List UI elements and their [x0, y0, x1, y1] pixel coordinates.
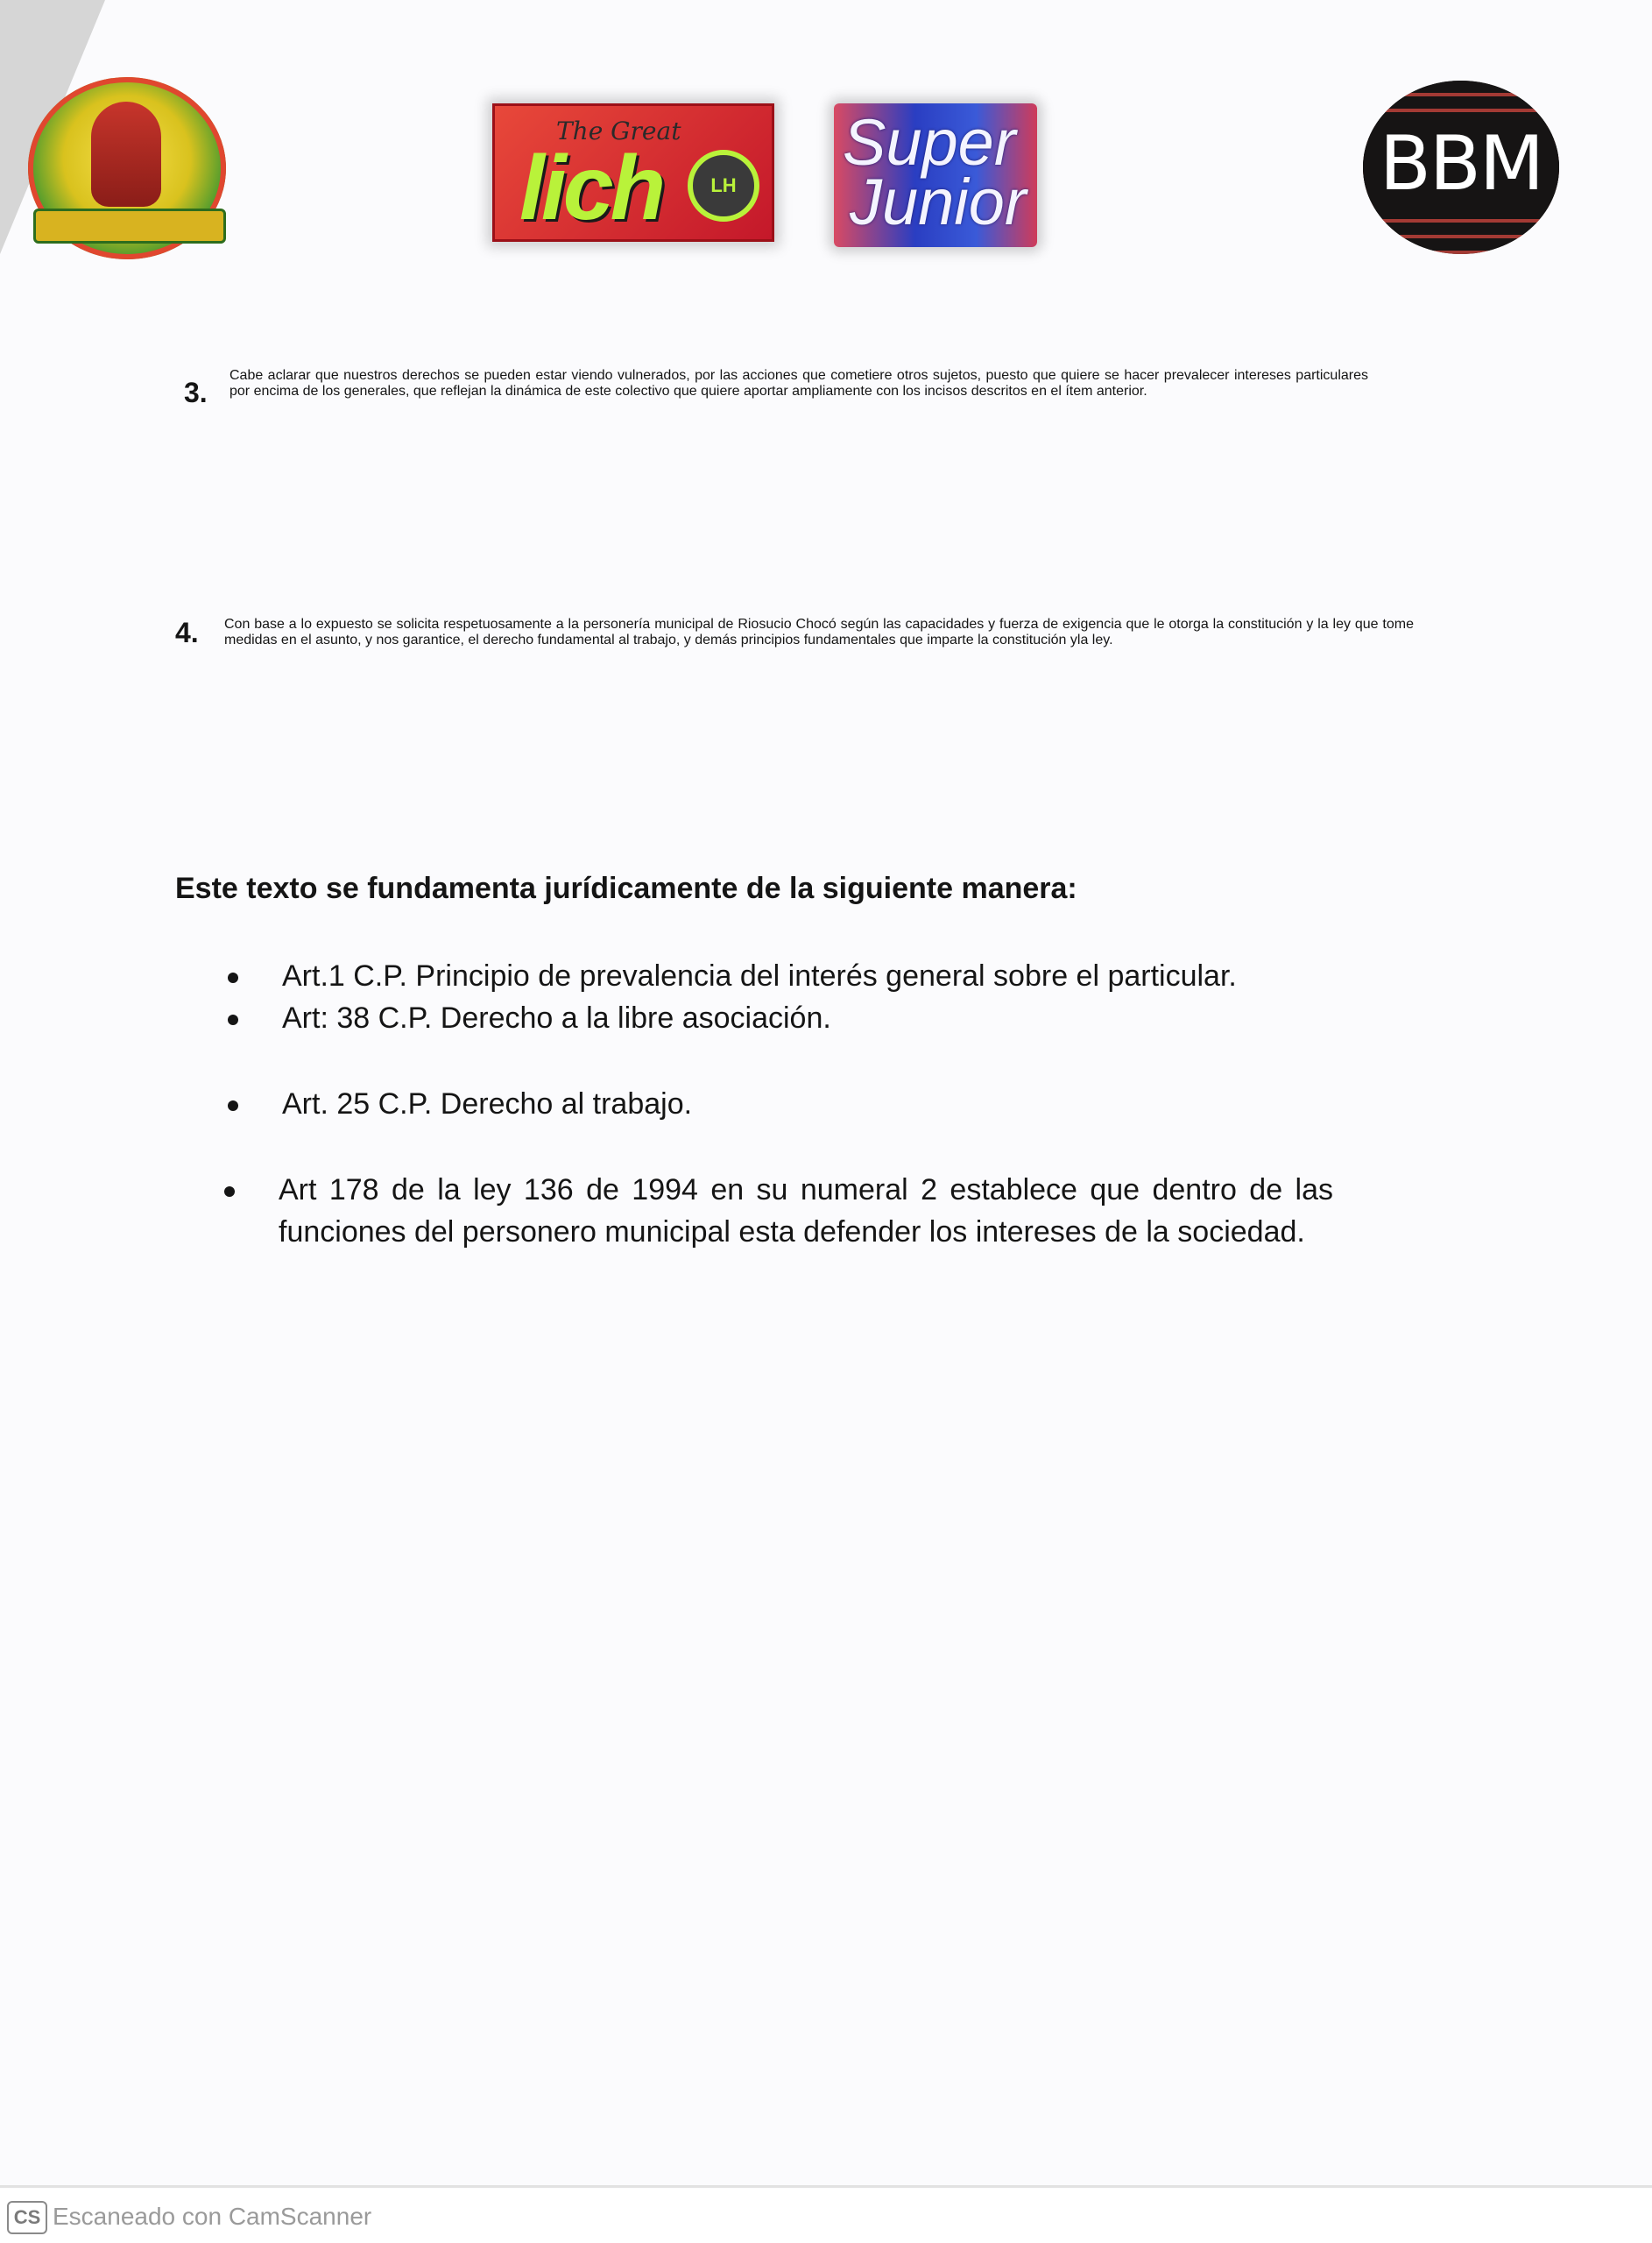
bullet-text: Art: 38 C.P. Derecho a la libre asociación. — [282, 1001, 831, 1035]
bullet-text: Art 178 de la ley 136 de 1994 en su numeral 2 establece que dentro de las funciones del personero municipal esta defender los intereses de la sociedad. — [279, 1173, 1333, 1249]
bbm-logo — [1363, 81, 1559, 254]
item-number: 4. — [175, 617, 199, 648]
mascot-figure — [91, 102, 161, 207]
footer-divider — [0, 2185, 1652, 2188]
bbm-logo-text: BBM — [1363, 116, 1559, 212]
bullet-dot-icon — [228, 1100, 238, 1111]
bullet-text: Art. 25 C.P. Derecho al trabajo. — [282, 1087, 693, 1121]
lich-logo-seal: LH — [688, 150, 759, 222]
lich-logo-word: lich — [519, 138, 663, 239]
bullet-item — [282, 955, 1438, 997]
super-junior-line-2: Junior — [850, 166, 1027, 238]
numbered-item-4 — [175, 617, 1414, 648]
mascot-banner — [33, 209, 226, 244]
item-text: Cabe aclarar que nuestros derechos se pueden estar viendo vulnerados, por las acciones que cometiere otros sujetos, puesto que quiere se hacer prevalecer intereses particulares por encima de los generales, que reflejan la dinámica de este colectivo que quiere aportar ampliamente con los incisos descritos en el ítem anterior. — [229, 368, 1368, 399]
item-text: Con base a lo expuesto se solicita respetuosamente a la personería municipal de Riosucio Chocó según las capacidades y fuerza de exigencia que le otorga la constitución y la ley que tome medidas en el asunto, y nos garantice, el derecho fundamental al trabajo, y demás principios fundamentales que imparte la constitución yla ley. — [224, 617, 1414, 647]
camscanner-footer-text: Escaneado con CamScanner — [53, 2203, 372, 2230]
super-junior-line-1: Super — [843, 106, 1016, 179]
left-mascot-logo — [28, 77, 226, 259]
lich-logo — [492, 103, 774, 242]
bullet-dot-icon — [228, 1015, 238, 1025]
bullet-item — [279, 1169, 1333, 1253]
numbered-item-3 — [184, 368, 1368, 408]
camscanner-footer — [0, 2189, 1652, 2243]
bullet-dot-icon — [224, 1186, 235, 1197]
item-number: 3. — [184, 377, 208, 408]
legal-basis-heading: Este texto se fundamenta jurídicamente de la siguiente manera: — [175, 872, 1077, 905]
bullet-item — [282, 997, 1438, 1039]
bullet-item — [282, 1083, 1438, 1125]
camscanner-icon: CS — [7, 2201, 47, 2234]
lich-logo-tag: The Great — [556, 117, 681, 145]
super-junior-logo — [834, 103, 1037, 247]
bullet-text: Art.1 C.P. Principio de prevalencia del interés general sobre el particular. — [282, 959, 1237, 993]
bullet-dot-icon — [228, 973, 238, 983]
